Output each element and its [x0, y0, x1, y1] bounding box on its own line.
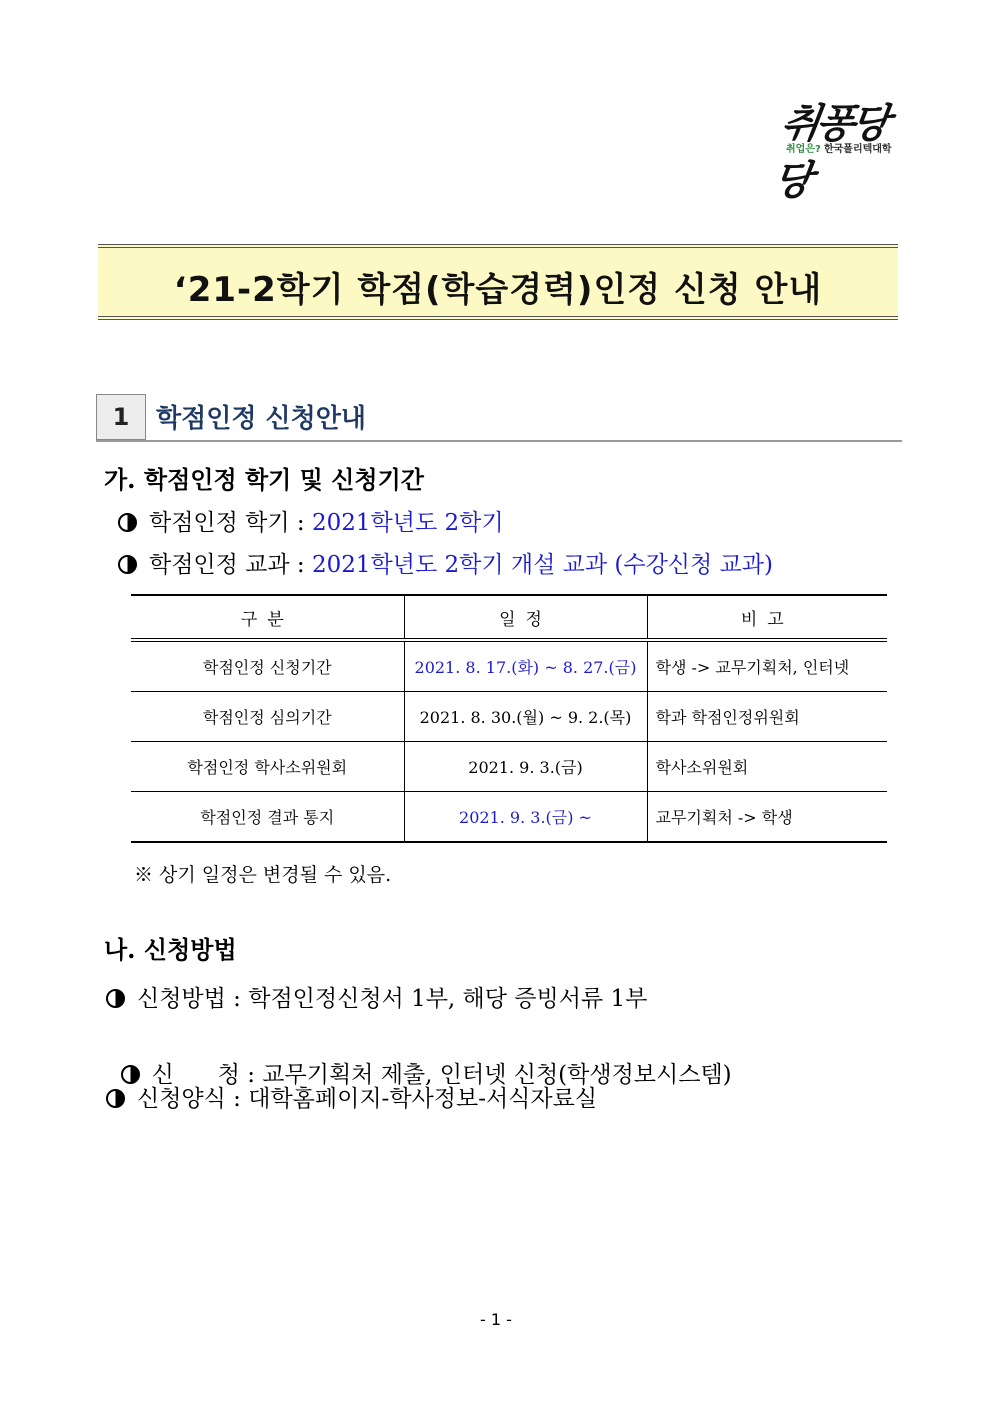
bullet-form: [106, 1080, 597, 1113]
logo-tagline: [786, 140, 892, 155]
section-number: 1: [96, 394, 146, 440]
bullet-text: 신청양식 : 대학홈페이지-학사정보-서식자료실: [137, 1086, 598, 1112]
table-row: [131, 692, 887, 742]
half-circle-bullet-icon: [118, 555, 137, 574]
logo-tag-org: 한국폴리텍대학: [823, 144, 892, 155]
row-date: 2021. 9. 3.(금) ~: [404, 792, 647, 843]
row-name: 학점인정 심의기간: [131, 692, 404, 742]
header-schedule: 일정: [404, 595, 647, 640]
half-circle-bullet-icon: [106, 989, 125, 1008]
bullet-label: 학점인정 교과 :: [149, 552, 312, 578]
section-divider: [96, 440, 902, 442]
row-name: 학점인정 결과 통지: [131, 792, 404, 843]
bullet-label: 학점인정 학기 :: [149, 510, 312, 536]
header-remarks: 비고: [647, 595, 887, 640]
bullet-semester: [118, 504, 504, 537]
table-row: [131, 742, 887, 792]
row-date: 2021. 9. 3.(금): [404, 742, 647, 792]
row-note: 교무기획처 -> 학생: [647, 792, 887, 843]
table-header-row: [131, 595, 887, 640]
bullet-text: 신 청 : 교무기획처 제출, 인터넷 신청(학생정보시스템): [151, 1062, 732, 1088]
section-title: 학점인정 신청안내: [156, 404, 366, 434]
row-date: 2021. 8. 17.(화) ~ 8. 27.(금): [404, 640, 647, 692]
logo-script: 취퐁당당: [770, 100, 889, 204]
row-note: 학과 학점인정위원회: [647, 692, 887, 742]
subheading-a: 가. 학점인정 학기 및 신청기간: [104, 465, 424, 494]
row-note: 학사소위원회: [647, 742, 887, 792]
bullet-value: 2021학년도 2학기: [312, 510, 504, 536]
table-note: ※ 상기 일정은 변경될 수 있음.: [134, 864, 392, 886]
row-note: 학생 -> 교무기획처, 인터넷: [647, 640, 887, 692]
bullet-value: 2021학년도 2학기 개설 교과 (수강신청 교과): [312, 552, 773, 578]
table-row: [131, 640, 887, 692]
half-circle-bullet-icon: [118, 513, 137, 532]
document-title-box: [98, 244, 898, 320]
table-row: [131, 792, 887, 843]
bullet-course: [118, 546, 773, 579]
header-category: 구분: [131, 595, 404, 640]
row-date: 2021. 8. 30.(월) ~ 9. 2.(목): [404, 692, 647, 742]
half-circle-bullet-icon: [106, 1089, 125, 1108]
schedule-table: [131, 594, 887, 843]
bullet-text: 신청방법 : 학점인정신청서 1부, 해당 증빙서류 1부: [137, 986, 648, 1012]
logo-tag-question: 취업은?: [786, 144, 821, 155]
logo: [770, 92, 902, 204]
subheading-b: 나. 신청방법: [104, 935, 237, 964]
row-name: 학점인정 신청기간: [131, 640, 404, 692]
page-number: - 1 -: [480, 1310, 512, 1329]
bullet-method: [106, 980, 647, 1013]
document-title: ‘21-2학기 학점(학습경력)인정 신청 안내: [173, 270, 823, 310]
row-name: 학점인정 학사소위원회: [131, 742, 404, 792]
